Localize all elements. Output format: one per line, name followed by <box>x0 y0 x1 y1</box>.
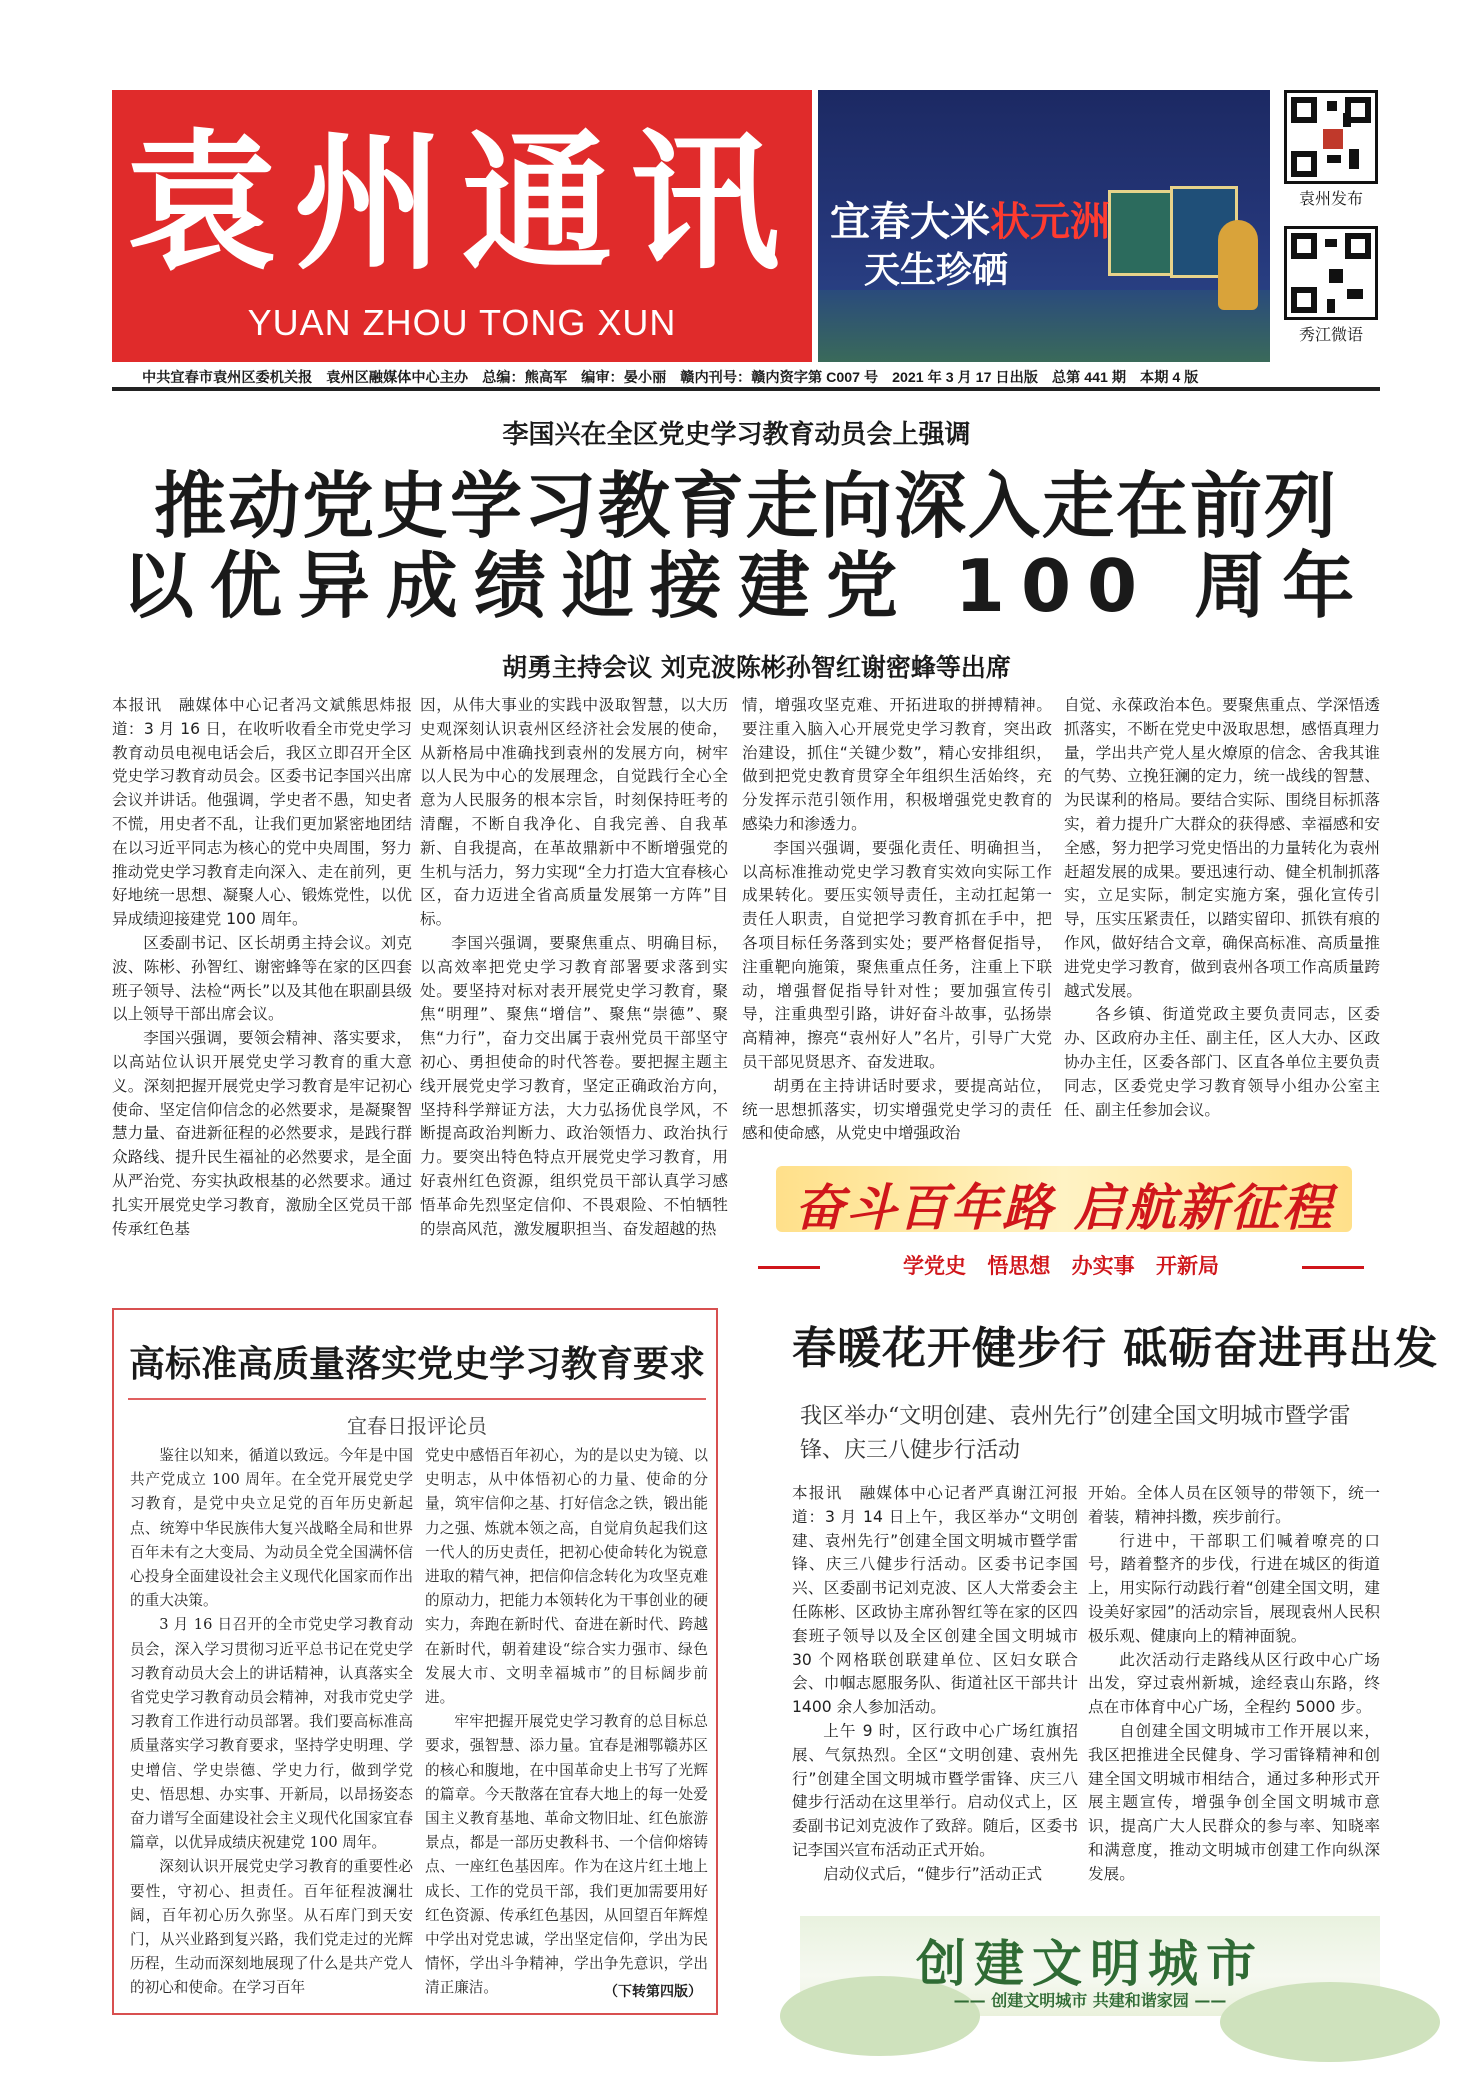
qr-code-xiujiang-weiyu[interactable] <box>1284 226 1378 345</box>
editor: 编审：晏小丽 <box>581 370 667 386</box>
commentary-column-1 <box>130 1444 413 2004</box>
walk-subheadline: 我区举办“文明创建、袁州先行”创建全国文明城市暨学雷锋、庆三八健步行活动 <box>800 1404 1351 1463</box>
walk-article-column-1 <box>792 1482 1078 1922</box>
paragraph: 启动仪式后，“健步行”活动正式 <box>823 1864 1043 1883</box>
paragraph: 鉴往以知来，循道以致远。今年是中国共产党成立 100 周年。在全党开展党史学习教育，是党中央立足党的百年历史新起点、统筹中华民族伟大复兴战略全局和世界百年未有之大变局、为动员全党全国满怀信心投身全面建设社会主义现代化国家而作出的重大决策。 <box>130 1447 413 1610</box>
lead-article-column-1 <box>112 694 412 1281</box>
newspaper-title: 袁州通讯 <box>125 115 798 291</box>
lead-kicker: 李国兴在全区党史学习教育动员会上强调 <box>502 420 971 450</box>
ad-field-image <box>818 290 1270 362</box>
qr-label: 秀江微语 <box>1298 325 1363 344</box>
paragraph: 深刻认识开展党史学习教育的重要性必要性，守初心、担责任。百年征程波澜壮阔，百年初心历久弥坚。从石库门到天安门，从兴业路到复兴路，我们党走过的光辉历程，生动而深刻地展现了什么是共产党人的初心和使命。在学习百年 <box>130 1858 413 1997</box>
paragraph: 此次活动行走路线从区行政中心广场出发，穿过袁州新城，途经袁山东路，终点在市体育中心广场，全程约 5000 步。 <box>1088 1650 1380 1717</box>
commentary-title: 高标准高质量落实党史学习教育要求 <box>128 1344 705 1385</box>
lead-article-column-2 <box>420 694 728 1281</box>
ad-slogan-1: 宜春大米状元洲 <box>830 199 1110 245</box>
publication-info-bar <box>112 367 1380 391</box>
paragraph: 牢牢把握开展党史学习教育的总目标总要求，强智慧、添力量。宜春是湘鄂赣苏区的核心和腹地，在中国革命史上书写了光辉的篇章。今天散落在宜春大地上的每一处爱国主义教育基地、革命文物旧址、红色旅游景点，都是一部历史教科书、一个信仰熔铸点、一座红色基因库。作为在这片红土地上成长、工作的党员干部，我们更加需要用好红色资源、传承红色基因，从回望百年辉煌中学出对党忠诚，学出坚定信仰，学出为民情怀，学出斗争精神，学出争先意识，学出清正廉洁。 <box>425 1713 708 1997</box>
ad-slogan-2: 天生珍硒 <box>864 250 1009 291</box>
banner-title: 奋斗百年路 启航新征程 <box>794 1179 1334 1237</box>
civ-banner-title: 创建文明城市 <box>916 1934 1264 1993</box>
permit-number: 赣内刊号：赣内资字第 C007 号 <box>680 370 879 386</box>
lead-article-column-4 <box>1064 694 1380 1148</box>
organ-label: 中共宜春市袁州区委机关报 <box>142 370 313 386</box>
civ-banner-subtitle: —— 创建文明城市 共建和谐家园 —— <box>953 1991 1227 2010</box>
newspaper-pinyin: YUAN ZHOU TONG XUN <box>247 302 677 343</box>
paragraph: 上午 9 时，区行政中心广场红旗招展、气氛热烈。全区“文明创建、袁州先行”创建全国文明城市暨学雷锋、庆三八健步行活动在这里举行。启动仪式上，区委副书记刘克波作了致辞。随后，区委书记李国兴宣布活动正式开始。 <box>792 1721 1078 1859</box>
paragraph: 自觉、永葆政治本色。要聚焦重点、学深悟透抓落实，不断在党史中汲取思想，感悟真理力量，学出共产党人星火燎原的信念、舍我其谁的气势、立挽狂澜的定力，统一战线的智慧、为民谋利的格局。要结合实际、围绕目标抓落实，着力提升广大群众的获得感、幸福感和安全感，努力把学习党史悟出的力量转化为袁州赶超发展的成果。要迅速行动、健全机制抓落实，立足实际，制定实施方案，强化宣传引导，压实压紧责任，以踏实留印、抓铁有痕的作风，做好结合文章，确保高标准、高质量推进党史学习教育，做到袁州各项工作高质量跨越式发展。 <box>1064 696 1380 1000</box>
paragraph: 因，从伟大事业的实践中汲取智慧，以大历史观深刻认识袁州区经济社会发展的使命，从新格局中准确找到袁州的发展方向，树牢以人民为中心的发展理念，自觉践行全心全意为人民服务的根本宗旨，时刻保持旺考的清醒，不断自我净化、自我完善、自我革新、自我提高，在革故鼎新中不断增强党的生机与活力，努力实现“全力打造大宜春核心区，奋力迈进全省高质量发展第一方阵”目标。 <box>420 696 728 929</box>
qr-label: 袁州发布 <box>1298 189 1363 208</box>
sponsor-label: 袁州区融媒体中心主办 <box>326 370 469 386</box>
walk-article-column-2 <box>1088 1482 1380 1922</box>
paragraph: 胡勇在主持讲话时要求，要提高站位，统一思想抓落实，切实增强党史学习的责任感和使命感，从党史中增强政治 <box>742 1076 1052 1143</box>
centenary-banner <box>742 1160 1380 1284</box>
lead-headline-line-1: 推动党史学习教育走向深入走在前列 <box>153 464 1338 548</box>
paragraph: 3 月 16 日召开的全市党史学习教育动员会，深入学习贯彻习近平总书记在党史学习教育动员大会上的讲话精神，认真落实全省党史学习教育动员会精神，对我市党史学习教育工作进行动员部署。我们要高标准高质量落实学习教育要求，坚持学史明理、学史增信、学史崇德、学史力行，做到学党史、悟思想、办实事、开新局，以昂扬姿态奋力谱写全面建设社会主义现代化国家宜春篇章，以优异成绩庆祝建党 100 周年。 <box>130 1616 413 1852</box>
divider <box>128 1398 706 1400</box>
paragraph: 情，增强攻坚克难、开拓进取的拼搏精神。要注重入脑入心开展党史学习教育，突出政治建设，抓住“关键少数”，精心安排组织，做到把党史教育贯穿全年组织生活始终，充分发挥示范引领作用，积极增强党史教育的感染力和渗透力。 <box>742 696 1052 833</box>
paragraph: 李国兴强调，要领会精神、落实要求，以高站位认识开展党史学习教育的重大意义。深刻把握开展党史学习教育是牢记初心使命、坚定信仰信念的必然要求，是凝聚智慧力量、奋进新征程的必然要求，是践行群众路线、提升民生福祉的必然要求，是全面从严治党、夯实执政根基的必然要求。通过扎实开展党史学习教育，激励全区党员干部传承红色基 <box>112 1029 412 1238</box>
paragraph: 开始。全体人员在区领导的带领下，统一着装，精神抖擞，疾步前行。 <box>1088 1484 1380 1526</box>
qr-code-icon <box>1284 226 1378 320</box>
commentary-byline: 宜春日报评论员 <box>347 1414 487 1438</box>
chief-editor: 总编：熊高军 <box>482 370 568 386</box>
masthead <box>112 90 1380 362</box>
civilized-city-banner <box>800 1916 1380 2016</box>
paragraph: 李国兴强调，要强化责任、明确担当，以高标准推动党史学习教育实效向实际工作成果转化。要压实领导责任，主动扛起第一责任人职责，自觉把学习教育抓在手中，把各项目标任务落到实处；要严格督促指导，注重靶向施策，聚焦重点任务，注重上下联动，增强督促指导针对性；要加强宣传引导，注重典型引路，讲好奋斗故事，弘扬崇高精神，擦亮“袁州好人”名片，引导广大党员干部见贤思齐、奋发进取。 <box>742 838 1052 1071</box>
page-count: 本期 4 版 <box>1140 370 1199 386</box>
rice-advertisement <box>818 90 1270 362</box>
paragraph: 区委副书记、区长胡勇主持会议。刘克波、陈彬、孙智红、谢密蜂等在家的区四套班子领导、法检“两长”以及其他在职副县级以上领导干部出席会议。 <box>112 933 412 1024</box>
paragraph: 党史中感悟百年初心，为的是以史为镜、以史明志，从中体悟初心的力量、使命的分量，筑牢信仰之基、打好信念之铁，锻出能力之强、炼就本领之高，自觉肩负起我们这一代人的历史责任，把初心使命转化为锐意进取的精气神，把信仰信念转化为攻坚克难的原动力，把能力本领转化为干事创业的硬实力，奔跑在新时代、奋进在新时代、跨越在新时代，朝着建设“综合实力强市、绿色发展大市、文明幸福城市”的目标阔步前进。 <box>425 1447 708 1707</box>
banner-subtitle: 学党史 悟思想 办实事 开新局 <box>903 1254 1219 1278</box>
paragraph: 行进中，干部职工们喊着嘹亮的口号，踏着整齐的步伐，行进在城区的街道上，用实际行动践行着“创建全国文明，建设美好家园”的活动宗旨，展现袁州人民积极乐观、健康向上的精神面貌。 <box>1088 1531 1380 1645</box>
continued-note[interactable]: （下转第四版） <box>604 1984 702 2000</box>
issue-number: 总第 441 期 <box>1051 370 1127 386</box>
lead-subhead: 胡勇主持会议 刘克波陈彬孙智红谢密蜂等出席 <box>502 653 1011 682</box>
walk-headline: 春暖花开健步行 砥砺奋进再出发 <box>792 1323 1439 1374</box>
publish-date: 2021 年 3 月 17 日出版 <box>892 370 1038 386</box>
mascot-figure <box>1218 220 1258 310</box>
masthead-nameplate <box>112 90 812 362</box>
paragraph: 自创建全国文明城市工作开展以来，我区把推进全民健身、学习雷锋精神和创建全国文明城市相结合，通过多种形式开展主题宣传，增强争创全国文明城市意识，提高广大人民群众的参与率、知晓率和满意度，推动文明城市创建工作向纵深发展。 <box>1088 1721 1380 1883</box>
paragraph: 本报讯 融媒体中心记者冯文斌熊思炜报道：3 月 16 日，在收听收看全市党史学习教育动员电视电话会后，我区立即召开全区党史学习教育动员会。区委书记李国兴出席会议并讲话。他强调，学史者不愚，知史者不慌，用史者不乱，让我们更加紧密地团结在以习近平同志为核心的党中央周围，努力推动党史学习教育走向深入、走在前列，更好地统一思想、凝聚人心、锻炼党性，以优异成绩迎接建党 100 周年。 <box>112 696 412 929</box>
lead-headline-line-2: 以优异成绩迎接建党 100 周年 <box>121 544 1371 628</box>
paragraph: 本报讯 融媒体中心记者严真谢江河报道：3 月 14 日上午，我区举办“文明创建、袁州先行”创建全国文明城市暨学雷锋、庆三八健步行活动。区委书记李国兴、区委副书记刘克波、区人大常委会主任陈彬、区政协主席孙智红等在家的区四套班子领导以及全区创建全国文明城市 30 个网格联创联建单位、区妇女联合会、巾帼志愿服务队、街道社区干部共计 1400 余人参加活动。 <box>792 1484 1078 1717</box>
paragraph: 李国兴强调，要聚焦重点、明确目标，以高效率把党史学习教育部署要求落到实处。要坚持对标对表开展党史学习教育，聚焦“明理”、聚焦“增信”、聚焦“崇德”、聚焦“力行”，奋力交出属于袁州党员干部坚守初心、勇担使命的时代答卷。要把握主题主线开展党史学习教育，坚定正确政治方向，坚持科学辩证方法，大力弘扬优良学风，不断提高政治判断力、政治领悟力、政治执行力。要突出特色特点开展党史学习教育，用好袁州红色资源，组织党员干部认真学习感悟革命先烈坚定信仰、不畏艰险、不怕牺牲的崇高风范，激发履职担当、奋发超越的热 <box>420 933 728 1238</box>
qr-code-icon <box>1284 90 1378 184</box>
paragraph: 各乡镇、街道党政主要负责同志，区委办、区政府办主任、副主任，区人大办、区政协办主任，区委各部门、区直各单位主要负责同志，区委党史学习教育领导小组办公室主任、副主任参加会议。 <box>1064 1005 1380 1119</box>
commentary-box <box>112 1308 718 2015</box>
qr-code-yuanzhou-fabu[interactable] <box>1284 90 1378 209</box>
lead-article-column-3 <box>742 694 1052 1148</box>
